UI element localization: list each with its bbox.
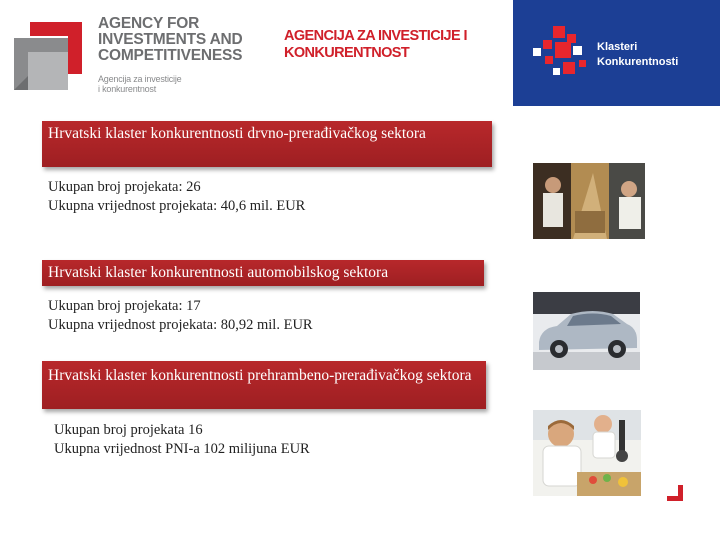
project-count: Ukupan broj projekata: 17 [48,298,201,314]
agency-logo-icon [10,18,86,94]
car-photo [533,292,640,370]
section-title-auto: Hrvatski klaster konkurentnosti automobilskog sektora [42,260,484,286]
wood-workshop-photo [533,163,645,239]
project-count: Ukupan broj projekata 16 [54,422,203,438]
project-value: Ukupna vrijednost projekata: 40,6 mil. EUR [48,198,306,214]
corner-bracket-icon [665,483,685,503]
project-value: Ukupna vrijednost projekata: 80,92 mil. EUR [48,317,313,333]
section-title-food: Hrvatski klaster konkurentnosti prehrambeno-prerađivačkog sektora [42,361,486,409]
klasteri-title: Klasteri Konkurentnosti [597,41,679,68]
section-stats-auto [48,297,313,335]
project-value: Ukupna vrijednost PNI-a 102 milijuna EUR [54,441,310,457]
agency-logo-name: AGENCY FOR INVESTMENTS AND COMPETITIVENESS [98,15,243,64]
section-title-wood: Hrvatski klaster konkurentnosti drvno-prerađivačkog sektora [42,121,492,167]
agency-title: AGENCIJA ZA INVESTICIJE I KONKURENTNOST [284,28,467,61]
klasteri-logo-box [513,0,720,106]
section-stats-wood [48,178,305,216]
lab-children-photo [533,410,641,496]
klasteri-squares-icon [533,26,593,78]
project-count: Ukupan broj projekata: 26 [48,179,201,195]
agency-logo-subtitle: Agencija za investicije i konkurentnost [98,74,182,94]
section-stats-food [54,421,310,459]
